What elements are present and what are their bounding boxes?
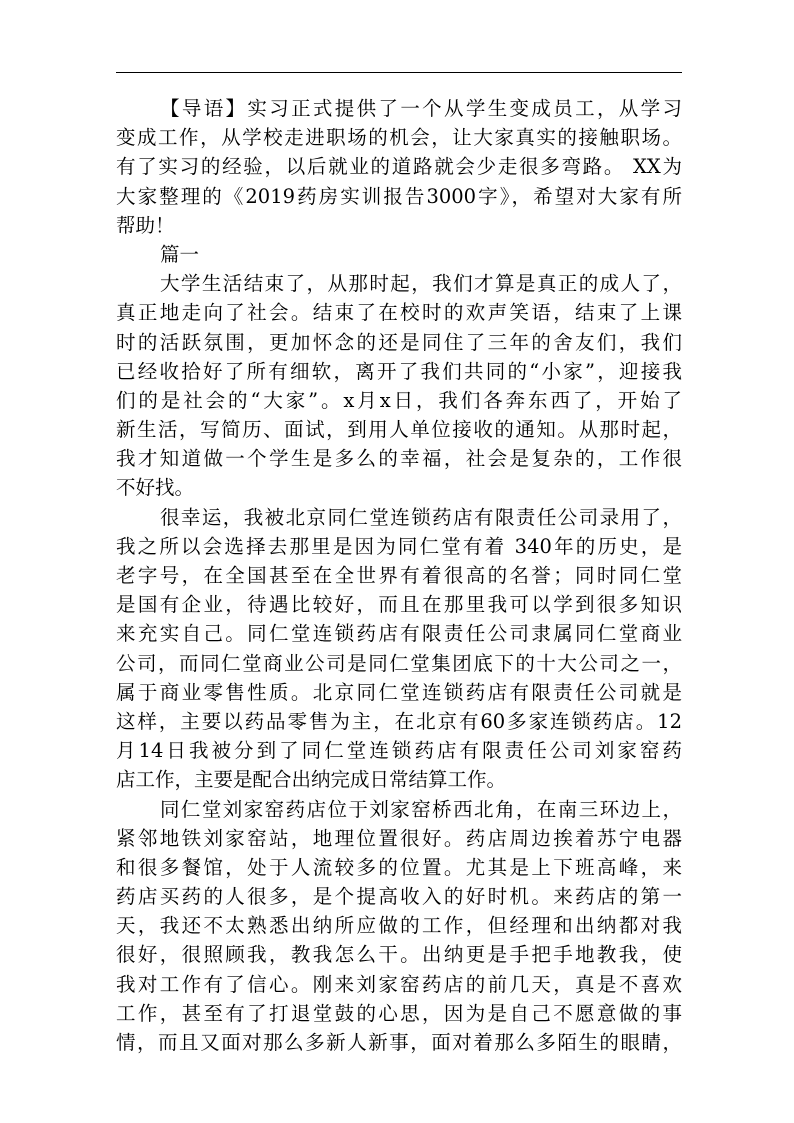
intro-line: 帮助！ [116,213,175,237]
paragraph-line: 同仁堂刘家窑药店位于刘家窑桥西北角，在南三环边上， [160,797,682,821]
intro-line: 变成工作，从学校走进职场的机会，让大家真实的接触职场。 [116,126,682,150]
paragraph-line: 老字号，在全国甚至在全世界有着很高的名誉；同时同仁堂 [116,564,682,587]
paragraph-line: 大学生活结束了，从那时起，我们才算是真正的成人了， [160,272,682,296]
paragraph-line: 很幸运，我被北京同仁堂连锁药店有限责任公司录用了， [160,505,682,529]
paragraph-line: 我对工作有了信心。刚来刘家窑药店的前几天，真是不喜欢 [116,972,682,996]
section-title: 篇一 [160,242,200,266]
paragraph-line: 来充实自己。同仁堂连锁药店有限责任公司隶属同仁堂商业 [116,622,682,646]
intro-line: 【导语】实习正式提供了一个从学生变成员工，从学习 [160,97,682,120]
paragraph-line: 我才知道做一个学生是多么的幸福，社会是复杂的，工作很 [116,447,682,471]
paragraph-line: 情，而且又面对那么多新人新事，面对着那么多陌生的眼睛， [116,1031,682,1054]
paragraph-1 [116,269,682,503]
paragraph-line: 已经收拾好了所有细软，离开了我们共同的“小家”，迎接我 [116,359,682,383]
paragraph-line: 们的是社会的“大家”。x月x日，我们各奔东西了，开始了 [116,388,682,412]
paragraph-line: 工作，甚至有了打退堂鼓的心思，因为是自己不愿意做的事 [116,1001,682,1025]
paragraph-line: 天，我还不太熟悉出纳所应做的工作，但经理和出纳都对我 [116,914,682,938]
paragraph-line: 不好找。 [116,476,195,500]
header-rule [116,72,682,73]
document-body [116,94,682,1057]
paragraph-line: 我之所以会选择去那里是因为同仁堂有着 340年的历史，是 [116,534,682,558]
paragraph-line: 公司，而同仁堂商业公司是同仁堂集团底下的十大公司之一， [116,651,682,675]
paragraph-2 [116,503,682,795]
paragraph-line: 月14日我被分到了同仁堂连锁药店有限责任公司刘家窑药 [116,739,682,763]
paragraph-line: 药店买药的人很多，是个提高收入的好时机。来药店的第一 [116,885,682,909]
intro-line: 有了实习的经验，以后就业的道路就会少走很多弯路。 XX为 [116,155,682,179]
paragraph-line: 是国有企业，待遇比较好，而且在那里我可以学到很多知识 [116,593,682,617]
paragraph-line: 很好，很照顾我，教我怎么干。出纳更是手把手地教我，使 [116,943,682,967]
intro-paragraph [116,94,682,240]
intro-line: 大家整理的《2019药房实训报告3000字》，希望对大家有所 [116,184,682,208]
paragraph-line: 和很多餐馆，处于人流较多的位置。尤其是上下班高峰，来 [116,855,682,879]
paragraph-line: 属于商业零售性质。北京同仁堂连锁药店有限责任公司就是 [116,680,682,704]
paragraph-line: 这样，主要以药品零售为主，在北京有60多家连锁药店。12 [116,709,682,733]
paragraph-line: 时的活跃氛围，更加怀念的还是同住了三年的舍友们，我们 [116,330,682,354]
paragraph-line: 新生活，写简历、面试，到用人单位接收的通知。从那时起， [116,418,682,442]
paragraph-line: 紧邻地铁刘家窑站，地理位置很好。药店周边挨着苏宁电器 [116,826,682,850]
paragraph-line: 真正地走向了社会。结束了在校时的欢声笑语，结束了上课 [116,301,682,325]
paragraph-3 [116,795,682,1058]
paragraph-line: 店工作，主要是配合出纳完成日常结算工作。 [116,768,507,792]
